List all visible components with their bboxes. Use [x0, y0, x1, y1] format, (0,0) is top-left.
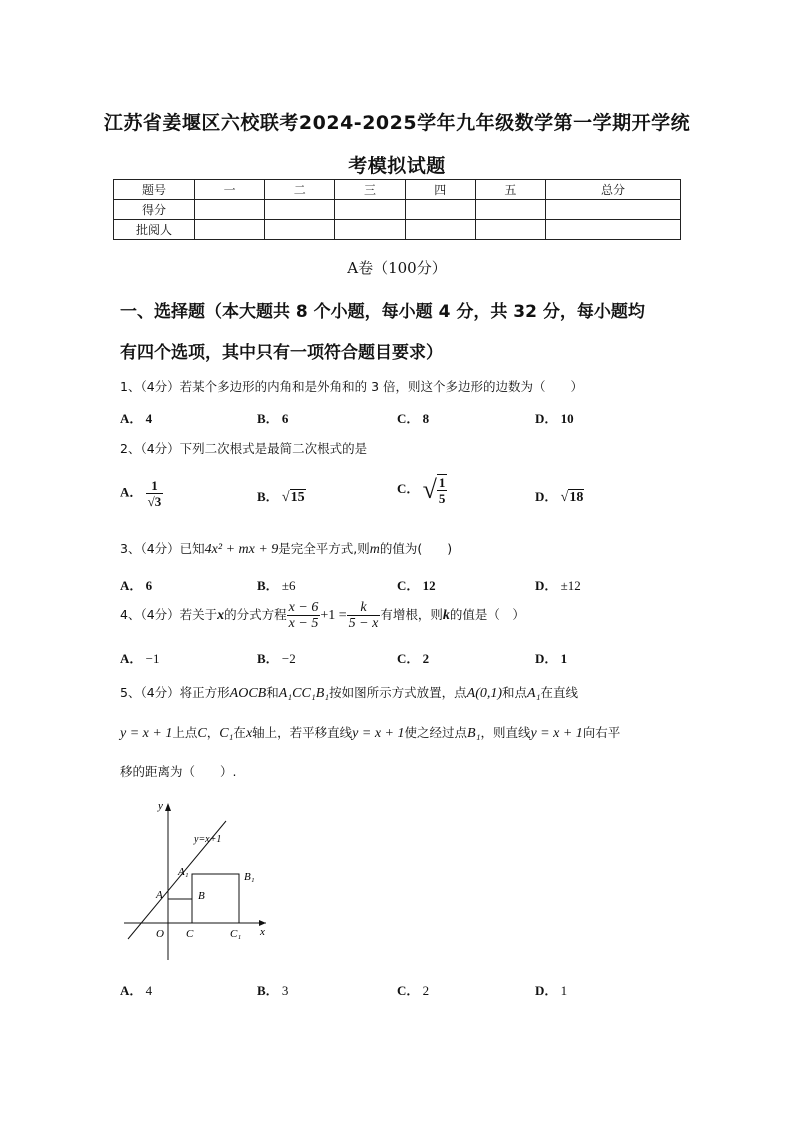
option-label: D．: [535, 578, 558, 593]
q4-option-b: [257, 648, 296, 667]
option-value: 10: [560, 411, 574, 426]
radicand: 15: [290, 490, 305, 505]
stem-text: 按如图所示方式放置，点: [329, 685, 467, 700]
score-cell: [475, 220, 545, 240]
math-variable: x: [217, 608, 225, 623]
label-c1: C₁: [230, 928, 242, 940]
label-b: B: [198, 890, 205, 902]
stem-text: 使之经过点: [404, 725, 468, 740]
option-value: ±12: [560, 578, 581, 593]
option-label: C．: [397, 411, 420, 426]
question-2-stem: 2、（4分）下列二次根式是最简二次根式的是: [120, 441, 368, 456]
option-label: C．: [397, 480, 420, 496]
question-3-stem: [120, 539, 452, 558]
stem-text: 有增根，则: [380, 607, 443, 622]
option-label: D．: [535, 651, 558, 666]
score-header-cell: 总分: [546, 180, 681, 200]
math-variable: B₁: [467, 726, 481, 741]
stem-text: 上点: [172, 725, 198, 740]
math-variable: x: [245, 726, 253, 741]
score-header-cell: 一: [195, 180, 265, 200]
radicand: 18: [569, 490, 584, 505]
fraction-numerator: k: [347, 600, 381, 616]
stem-text: 在直线: [540, 685, 578, 700]
q5-option-a: [120, 980, 152, 999]
stem-text: 是完全平方式,则: [278, 541, 370, 556]
score-cell: [195, 220, 265, 240]
score-cell: [405, 220, 475, 240]
q4-option-c: [397, 648, 429, 667]
score-cell: [546, 200, 681, 220]
math-expression: +1 =: [320, 608, 347, 623]
fraction-numerator: 1: [146, 478, 164, 494]
square-aocb: [168, 899, 192, 923]
fraction: [437, 474, 448, 506]
option-value: ±6: [281, 578, 296, 593]
score-cell: [265, 220, 335, 240]
math-expression: A₁: [527, 686, 541, 701]
option-value: 4: [145, 411, 153, 426]
option-value: 8: [422, 411, 430, 426]
stem-text: 4、（4分）若关于: [120, 607, 218, 622]
math-expression: y = x + 1: [530, 726, 583, 741]
q2-option-d: [535, 486, 584, 506]
score-header-cell: 题号: [114, 180, 195, 200]
q2-option-c: [397, 474, 447, 506]
score-cell: [335, 220, 405, 240]
question-5-stem-line3: 移的距离为（ ）.: [120, 764, 237, 779]
fraction: [287, 600, 321, 631]
fraction-numerator: 1: [438, 475, 446, 490]
score-header-cell: 三: [335, 180, 405, 200]
stem-text: 的分式方程: [224, 607, 287, 622]
option-label: A．: [120, 651, 143, 666]
score-header-cell: 二: [265, 180, 335, 200]
stem-text: 和: [266, 685, 279, 700]
math-variable: C₁: [219, 726, 234, 741]
q2-option-b: [257, 486, 306, 506]
fraction-denominator: 5: [438, 491, 446, 506]
label-c: C: [186, 928, 194, 940]
fraction-denominator: x − 5: [288, 616, 319, 631]
page-title: 江苏省姜堰区六校联考2024-2025学年九年级数学第一学期开学统: [103, 112, 691, 134]
label-y: y: [158, 800, 163, 812]
label-o: O: [156, 928, 164, 940]
math-expression: 4x² + mx + 9: [204, 542, 279, 557]
stem-text: ，: [206, 725, 220, 740]
question-1-stem: 1、（4分）若某个多边形的内角和是外角和的 3 倍，则这个多边形的边数为（ ）: [120, 379, 584, 394]
option-label: D．: [535, 983, 558, 998]
stem-text: 3、（4分）已知: [120, 541, 205, 556]
score-table-row: [114, 200, 681, 220]
q1-option-a: [120, 408, 152, 427]
fraction-denominator: 5 − x: [348, 616, 379, 631]
option-value: 6: [281, 411, 289, 426]
stem-text: 和点: [502, 685, 528, 700]
option-label: D．: [535, 411, 558, 426]
option-label: C．: [397, 578, 420, 593]
option-label: D．: [535, 489, 558, 504]
stem-text: 的值为( ): [379, 541, 453, 556]
option-value: 4: [145, 983, 153, 998]
option-label: B．: [257, 578, 279, 593]
score-header-cell: 四: [405, 180, 475, 200]
fraction-numerator: x − 6: [288, 600, 319, 615]
option-value: 6: [145, 578, 153, 593]
option-value: 1: [560, 983, 568, 998]
part1-heading: 一、选择题（本大题共 8 个小题，每小题 4 分，共 32 分，每小题均: [120, 302, 645, 322]
q2-option-a: [120, 478, 163, 509]
stem-text: 向右平: [582, 725, 621, 740]
option-label: C．: [397, 983, 420, 998]
stem-text: ，则直线: [480, 725, 531, 740]
label-a: A: [156, 889, 163, 901]
option-value: 2: [422, 651, 430, 666]
stem-text: 的值是（ ）: [449, 607, 525, 622]
score-table-row: [114, 220, 681, 240]
question-5-stem-line2: [120, 723, 620, 742]
score-cell: [405, 200, 475, 220]
option-value: 2: [422, 983, 430, 998]
stem-text: 在: [233, 725, 246, 740]
option-label: B．: [257, 489, 279, 504]
score-cell: [546, 220, 681, 240]
q3-option-a: [120, 575, 152, 594]
option-value: 1: [560, 651, 568, 666]
option-label: B．: [257, 411, 279, 426]
score-row-label: 批阅人: [114, 220, 195, 240]
q1-option-b: [257, 408, 288, 427]
score-cell: [265, 200, 335, 220]
math-variable: k: [442, 608, 450, 623]
q5-figure: [120, 795, 280, 965]
q3-option-d: [535, 575, 581, 594]
option-label: A．: [120, 983, 143, 998]
math-variable: C: [197, 726, 207, 741]
option-label: B．: [257, 651, 279, 666]
radicand: 3: [154, 494, 162, 509]
q4-option-d: [535, 648, 567, 667]
page-title-line2: 考模拟试题: [348, 155, 446, 177]
q4-option-a: [120, 648, 159, 667]
label-b1: B₁: [244, 871, 255, 883]
q5-option-d: [535, 980, 567, 999]
math-expression: y = x + 1: [352, 726, 405, 741]
label-a1: A₁: [178, 866, 189, 878]
square-root: √15: [281, 490, 305, 505]
math-variable: m: [369, 542, 380, 557]
fraction: [347, 600, 381, 631]
score-table: [113, 179, 681, 240]
part1-heading-line2: 有四个选项，其中只有一项符合题目要求）: [120, 343, 443, 363]
q5-option-b: [257, 980, 288, 999]
q5-option-c: [397, 980, 429, 999]
option-label: B．: [257, 983, 279, 998]
square-root: √18: [560, 490, 584, 505]
score-cell: [195, 200, 265, 220]
stem-text: 5、（4分）将正方形: [120, 685, 230, 700]
stem-text: 轴上，若平移直线: [252, 725, 353, 740]
fraction: [146, 478, 164, 509]
y-axis-arrow-icon: [165, 803, 171, 811]
label-x: x: [260, 926, 265, 938]
label-line: y=x+1: [194, 834, 222, 845]
score-header-cell: 五: [475, 180, 545, 200]
math-expression: A(0,1): [466, 686, 503, 701]
question-5-stem: [120, 683, 578, 702]
question-4-stem: [120, 600, 525, 631]
math-expression: AOCB: [229, 686, 267, 701]
score-row-label: 得分: [114, 200, 195, 220]
q1-option-c: [397, 408, 429, 427]
option-value: −2: [281, 651, 296, 666]
option-label: A．: [120, 578, 143, 593]
option-value: 12: [422, 578, 436, 593]
q3-option-b: [257, 575, 296, 594]
score-cell: [475, 200, 545, 220]
q1-option-d: [535, 408, 574, 427]
option-label: A．: [120, 411, 143, 426]
option-value: 3: [281, 983, 289, 998]
math-expression: y = x + 1: [120, 726, 173, 741]
radical-sign-icon: √: [422, 475, 437, 504]
option-label: C．: [397, 651, 420, 666]
score-cell: [335, 200, 405, 220]
score-table-header-row: [114, 180, 681, 200]
section-a-title: A卷（100分）: [347, 259, 447, 277]
q3-option-c: [397, 575, 436, 594]
math-expression: A₁CC₁B₁: [278, 686, 330, 701]
fraction-denominator: √3: [147, 494, 162, 509]
option-label: A．: [120, 484, 143, 500]
option-value: −1: [145, 651, 160, 666]
